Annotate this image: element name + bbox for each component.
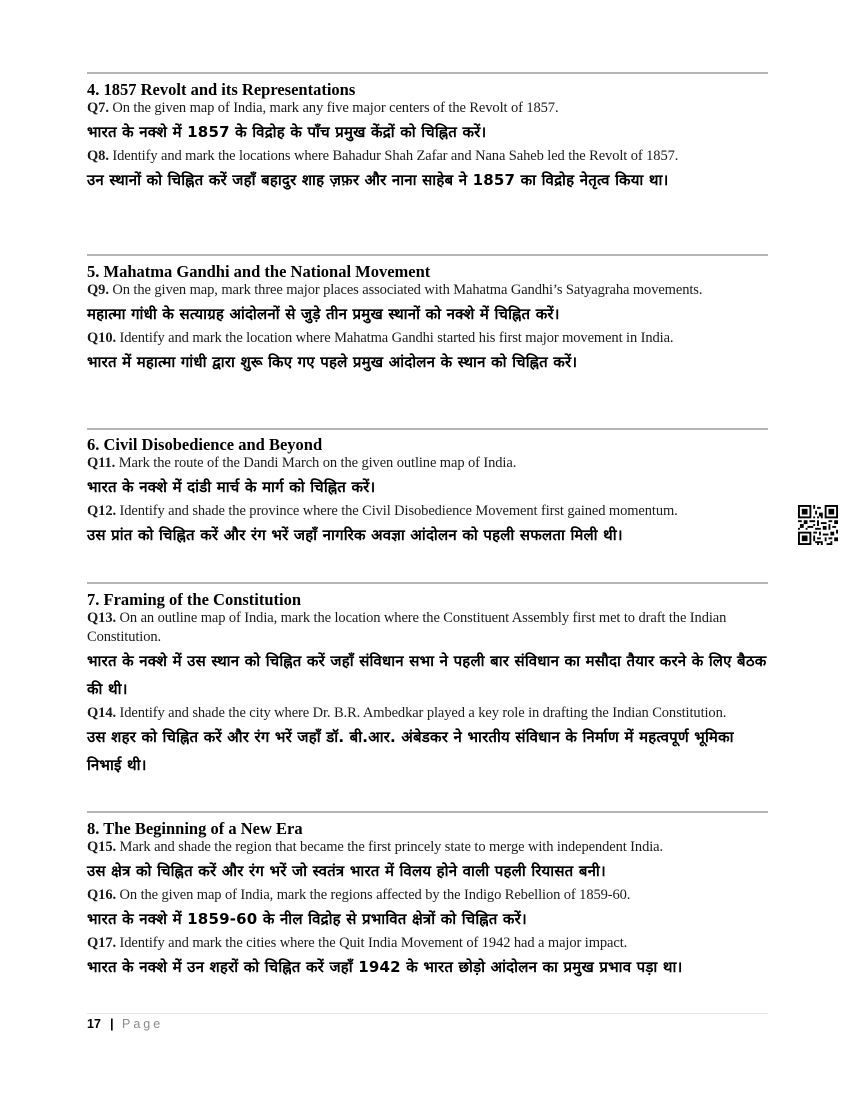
question-q16: Q16. On the given map of India, mark the regions affected by the Indigo Rebellion of 1859-60. bbox=[87, 887, 631, 903]
section-title: 8. The Beginning of a New Era bbox=[87, 819, 303, 838]
section-divider bbox=[87, 582, 768, 584]
section-divider bbox=[87, 811, 768, 813]
question-q13-hindi: भारत के नक्शे में उस स्थान को चिह्नित करें जहाँ संविधान सभा ने पहली बार संविधान का मसौदा तैयार करने के लिए बैठक की थी। bbox=[87, 652, 767, 698]
question-q8: Q8. Identify and mark the locations where Bahadur Shah Zafar and Nana Saheb led the Revolt of 1857. bbox=[87, 148, 679, 164]
footer-separator: | bbox=[110, 1016, 114, 1031]
question-q15-hindi: उस क्षेत्र को चिह्नित करें और रंग भरें जो स्वतंत्र भारत में विलय होने वाली पहली रियासत बनी। bbox=[87, 862, 606, 880]
section-4 bbox=[87, 80, 767, 195]
page-label: Page bbox=[122, 1017, 164, 1031]
question-q12: Q12. Identify and shade the province where the Civil Disobedience Movement first gained momentum. bbox=[87, 503, 678, 519]
section-title: 5. Mahatma Gandhi and the National Movement bbox=[87, 262, 431, 281]
qr-code-icon bbox=[798, 505, 838, 545]
section-divider bbox=[87, 254, 768, 256]
section-5 bbox=[87, 262, 767, 377]
question-q17-hindi: भारत के नक्शे में उन शहरों को चिह्नित करें जहाँ 1942 के भारत छोड़ो आंदोलन का प्रमुख प्रभाव पड़ा था। bbox=[87, 958, 683, 976]
section-title: 6. Civil Disobedience and Beyond bbox=[87, 435, 323, 454]
question-q13: Q13. On an outline map of India, mark the location where the Constituent Assembly first met to draft the Indian Constitution. bbox=[87, 610, 727, 645]
question-q7: Q7. On the given map of India, mark any five major centers of the Revolt of 1857. bbox=[87, 100, 559, 116]
question-q11-hindi: भारत के नक्शे में दांडी मार्च के मार्ग को चिह्नित करें। bbox=[87, 478, 376, 496]
question-q14-hindi: उस शहर को चिह्नित करें और रंग भरें जहाँ डॉ. बी.आर. अंबेडकर ने भारतीय संविधान के निर्माण में महत्वपूर्ण भूमिका निभाई थी। bbox=[87, 728, 734, 774]
question-q12-hindi: उस प्रांत को चिह्नित करें और रंग भरें जहाँ नागरिक अवज्ञा आंदोलन को पहली सफलता मिली थी। bbox=[87, 526, 623, 544]
question-q11: Q11. Mark the route of the Dandi March on the given outline map of India. bbox=[87, 455, 517, 471]
section-title: 4. 1857 Revolt and its Representations bbox=[87, 80, 356, 99]
question-q10-hindi: भारत में महात्मा गांधी द्वारा शुरू किए गए पहले प्रमुख आंदोलन के स्थान को चिह्नित करें। bbox=[87, 353, 578, 371]
section-6 bbox=[87, 435, 767, 550]
section-7 bbox=[87, 590, 767, 780]
question-q9-hindi: महात्मा गांधी के सत्याग्रह आंदोलनों से जुड़े तीन प्रमुख स्थानों को नक्शे में चिह्नित करें। bbox=[87, 305, 560, 323]
question-q17: Q17. Identify and mark the cities where the Quit India Movement of 1942 had a major impact. bbox=[87, 935, 628, 951]
question-q8-hindi: उन स्थानों को चिह्नित करें जहाँ बहादुर शाह ज़फ़र और नाना साहेब ने 1857 का विद्रोह नेतृत्व किया था। bbox=[87, 171, 669, 189]
section-8 bbox=[87, 819, 767, 982]
section-divider bbox=[87, 428, 768, 430]
question-q9: Q9. On the given map, mark three major places associated with Mahatma Gandhi’s Satyagraha movements. bbox=[87, 282, 703, 298]
section-title: 7. Framing of the Constitution bbox=[87, 590, 302, 609]
question-q7-hindi: भारत के नक्शे में 1857 के विद्रोह के पाँच प्रमुख केंद्रों को चिह्नित करें। bbox=[87, 123, 487, 141]
section-divider bbox=[87, 72, 768, 74]
page-footer bbox=[87, 1013, 768, 1038]
page-number: 17 bbox=[87, 1017, 101, 1031]
question-q16-hindi: भारत के नक्शे में 1859-60 के नील विद्रोह से प्रभावित क्षेत्रों को चिह्नित करें। bbox=[87, 910, 527, 928]
question-q15: Q15. Mark and shade the region that became the first princely state to merge with independent India. bbox=[87, 839, 664, 855]
question-q10: Q10. Identify and mark the location where Mahatma Gandhi started his first major movement in India. bbox=[87, 330, 674, 346]
question-q14: Q14. Identify and shade the city where Dr. B.R. Ambedkar played a key role in drafting the Indian Constitution. bbox=[87, 705, 727, 721]
